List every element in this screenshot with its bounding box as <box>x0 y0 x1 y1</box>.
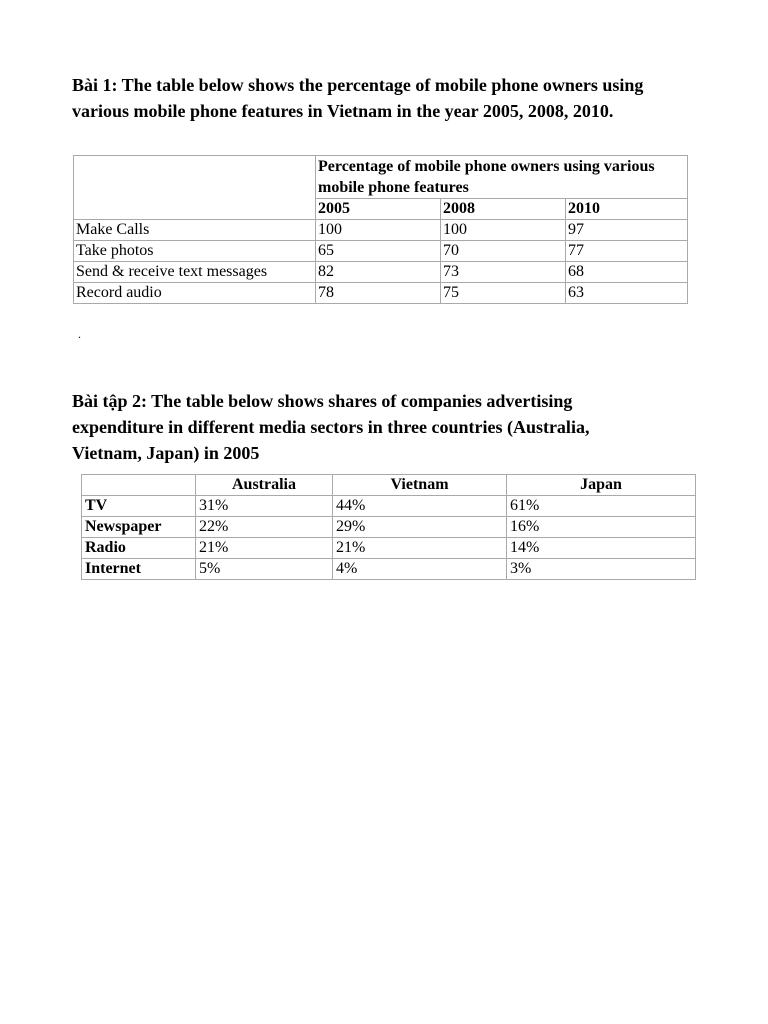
table-row <box>82 538 696 559</box>
table-row <box>82 517 696 538</box>
feature-label: Take photos <box>74 241 316 262</box>
value-cell: 61% <box>507 496 696 517</box>
value-cell: 82 <box>316 262 441 283</box>
value-cell: 77 <box>566 241 688 262</box>
empty-corner-cell <box>74 156 316 220</box>
value-cell: 4% <box>333 559 507 580</box>
empty-corner-cell <box>82 475 196 496</box>
value-cell: 29% <box>333 517 507 538</box>
value-cell: 70 <box>441 241 566 262</box>
year-header: 2010 <box>566 199 688 220</box>
value-cell: 73 <box>441 262 566 283</box>
value-cell: 75 <box>441 283 566 304</box>
table-row <box>82 496 696 517</box>
exercise-2-title: Bài tập 2: The table below shows shares of companies advertising expenditure in different media sectors in three countries (Australia, Vietnam, Japan) in 2005 <box>72 391 590 463</box>
feature-label: Record audio <box>74 283 316 304</box>
table-header-row <box>82 475 696 496</box>
separator-dot: . <box>78 327 81 341</box>
value-cell: 100 <box>316 220 441 241</box>
feature-label: Send & receive text messages <box>74 262 316 283</box>
value-cell: 5% <box>196 559 333 580</box>
value-cell: 3% <box>507 559 696 580</box>
value-cell: 21% <box>333 538 507 559</box>
country-header: Australia <box>196 475 333 496</box>
value-cell: 68 <box>566 262 688 283</box>
country-header: Japan <box>507 475 696 496</box>
exercise-1-title: Bài 1: The table below shows the percentage of mobile phone owners using various mobile phone features in Vietnam in the year 2005, 2008, 2010. <box>72 75 644 121</box>
sector-label: TV <box>82 496 196 517</box>
value-cell: 78 <box>316 283 441 304</box>
sector-label: Internet <box>82 559 196 580</box>
feature-label: Make Calls <box>74 220 316 241</box>
value-cell: 21% <box>196 538 333 559</box>
value-cell: 14% <box>507 538 696 559</box>
mobile-features-table <box>73 155 688 304</box>
sector-label: Radio <box>82 538 196 559</box>
table-row <box>82 559 696 580</box>
value-cell: 22% <box>196 517 333 538</box>
advertising-table <box>81 474 696 580</box>
table-header-row <box>74 156 688 199</box>
table-row <box>74 283 688 304</box>
table-row <box>74 241 688 262</box>
table-header-title: Percentage of mobile phone owners using various mobile phone features <box>316 156 688 199</box>
table-row <box>74 220 688 241</box>
value-cell: 97 <box>566 220 688 241</box>
sector-label: Newspaper <box>82 517 196 538</box>
value-cell: 31% <box>196 496 333 517</box>
value-cell: 65 <box>316 241 441 262</box>
value-cell: 16% <box>507 517 696 538</box>
value-cell: 100 <box>441 220 566 241</box>
table-row <box>74 262 688 283</box>
year-header: 2008 <box>441 199 566 220</box>
value-cell: 44% <box>333 496 507 517</box>
value-cell: 63 <box>566 283 688 304</box>
year-header: 2005 <box>316 199 441 220</box>
country-header: Vietnam <box>333 475 507 496</box>
